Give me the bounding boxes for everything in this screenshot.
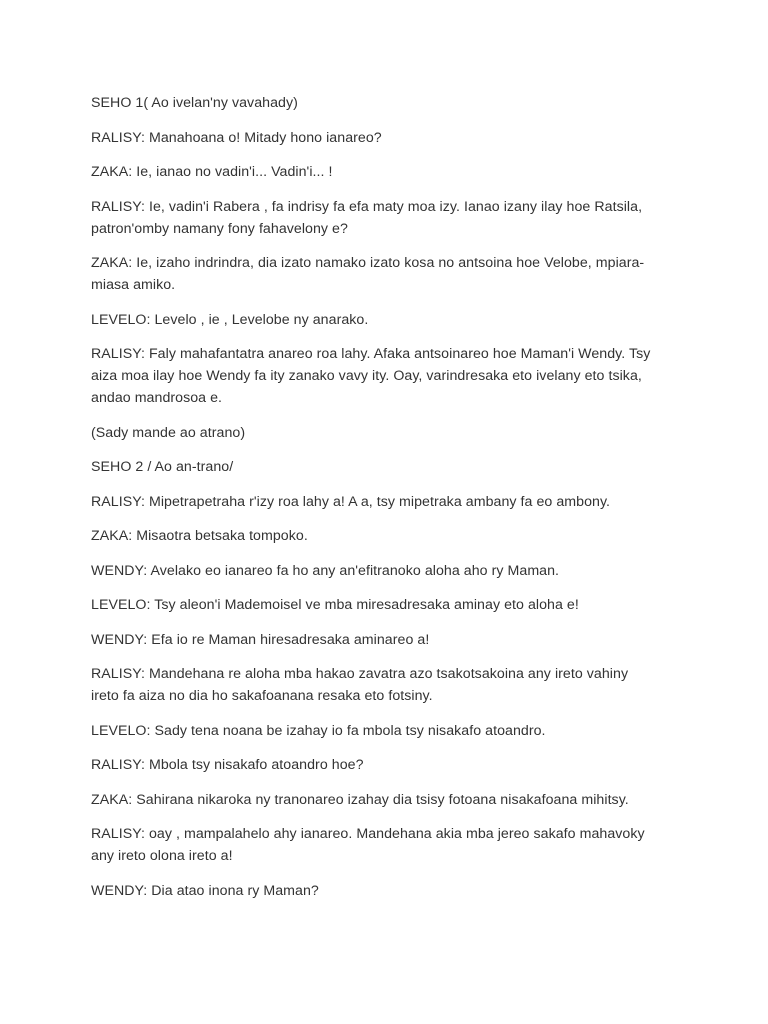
- text-line: LEVELO: Tsy aleon'i Mademoisel ve mba miresadresaka aminay eto aloha e!: [91, 597, 579, 613]
- text-line: RALISY: Ie, vadin'i Rabera , fa indrisy fa efa maty moa izy. Ianao izany ilay hoe Ratsila,: [91, 198, 643, 215]
- text-line: patron'omby namany fony fahavelony e?: [91, 220, 348, 237]
- text-line: RALISY: Mbola tsy nisakafo atoandro hoe?: [91, 757, 364, 773]
- text-line: RALISY: Faly mahafantatra anareo roa lahy. Afaka antsoinareo hoe Maman'i Wendy. Tsy: [91, 346, 651, 362]
- text-line: RALISY: Manahoana o! Mitady hono ianareo?: [91, 129, 382, 146]
- text-line: LEVELO: Levelo , ie , Levelobe ny anarako.: [91, 311, 369, 328]
- text-line: ZAKA: Ie, ianao no vadin'i... Vadin'i... !: [91, 164, 333, 180]
- text-line: any ireto olona ireto a!: [91, 848, 233, 864]
- text-line: WENDY: Dia atao inona ry Maman?: [91, 882, 319, 899]
- text-line: aiza moa ilay hoe Wendy fa ity zanako vavy ity. Oay, varindresaka eto ivelany eto tsika,: [91, 368, 642, 384]
- dialogue-paragraph: [91, 127, 678, 149]
- dialogue-paragraph: [91, 560, 678, 582]
- text-line: WENDY: Efa io re Maman hiresadresaka aminareo a!: [91, 631, 430, 648]
- text-line: miasa amiko.: [91, 277, 176, 293]
- dialogue-paragraph: [91, 456, 678, 478]
- text-line: SEHO 2 / Ao an-trano/: [91, 459, 234, 475]
- text-line: LEVELO: Sady tena noana be izahay io fa mbola tsy nisakafo atoandro.: [91, 722, 546, 739]
- dialogue-paragraph: [91, 663, 678, 707]
- text-line: RALISY: oay , mampalahelo ahy ianareo. Mandehana akia mba jereo sakafo mahavoky: [91, 826, 645, 842]
- dialogue-paragraph: [91, 309, 678, 331]
- text-line: RALISY: Mipetrapetraha r'izy roa lahy a! A a, tsy mipetraka ambany fa eo ambony.: [91, 493, 611, 510]
- text-line: ZAKA: Misaotra betsaka tompoko.: [91, 528, 308, 544]
- text-line: (Sady mande ao atrano): [91, 424, 246, 441]
- text-line: RALISY: Mandehana re aloha mba hakao zavatra azo tsakotsakoina any ireto vahiny: [91, 666, 629, 682]
- dialogue-paragraph: [91, 92, 678, 114]
- dialogue-paragraph: [91, 196, 678, 240]
- dialogue-paragraph: [91, 629, 678, 651]
- dialogue-paragraph: [91, 491, 678, 513]
- text-line: andao mandrosoa e.: [91, 390, 223, 406]
- dialogue-paragraph: [91, 823, 678, 867]
- dialogue-paragraph: [91, 422, 678, 444]
- dialogue-paragraph: [91, 252, 678, 296]
- dialogue-paragraph: [91, 594, 678, 616]
- text-line: ZAKA: Ie, izaho indrindra, dia izato namako izato kosa no antsoina hoe Velobe, mpiara-: [91, 255, 645, 271]
- dialogue-paragraph: [91, 754, 678, 776]
- dialogue-paragraph: [91, 880, 678, 902]
- dialogue-paragraph: [91, 161, 678, 183]
- text-line: SEHO 1( Ao ivelan'ny vavahady): [91, 95, 298, 111]
- text-line: WENDY: Avelako eo ianareo fa ho any an'efitranoko aloha aho ry Maman.: [91, 562, 560, 579]
- dialogue-paragraph: [91, 720, 678, 742]
- text-line: ireto fa aiza no dia ho sakafoanana resaka eto fotsiny.: [91, 688, 433, 704]
- dialogue-paragraph: [91, 343, 678, 409]
- text-line: ZAKA: Sahirana nikaroka ny tranonareo izahay dia tsisy fotoana nisakafoana mihitsy.: [91, 791, 629, 808]
- dialogue-paragraph: [91, 525, 678, 547]
- dialogue-paragraph: [91, 789, 678, 811]
